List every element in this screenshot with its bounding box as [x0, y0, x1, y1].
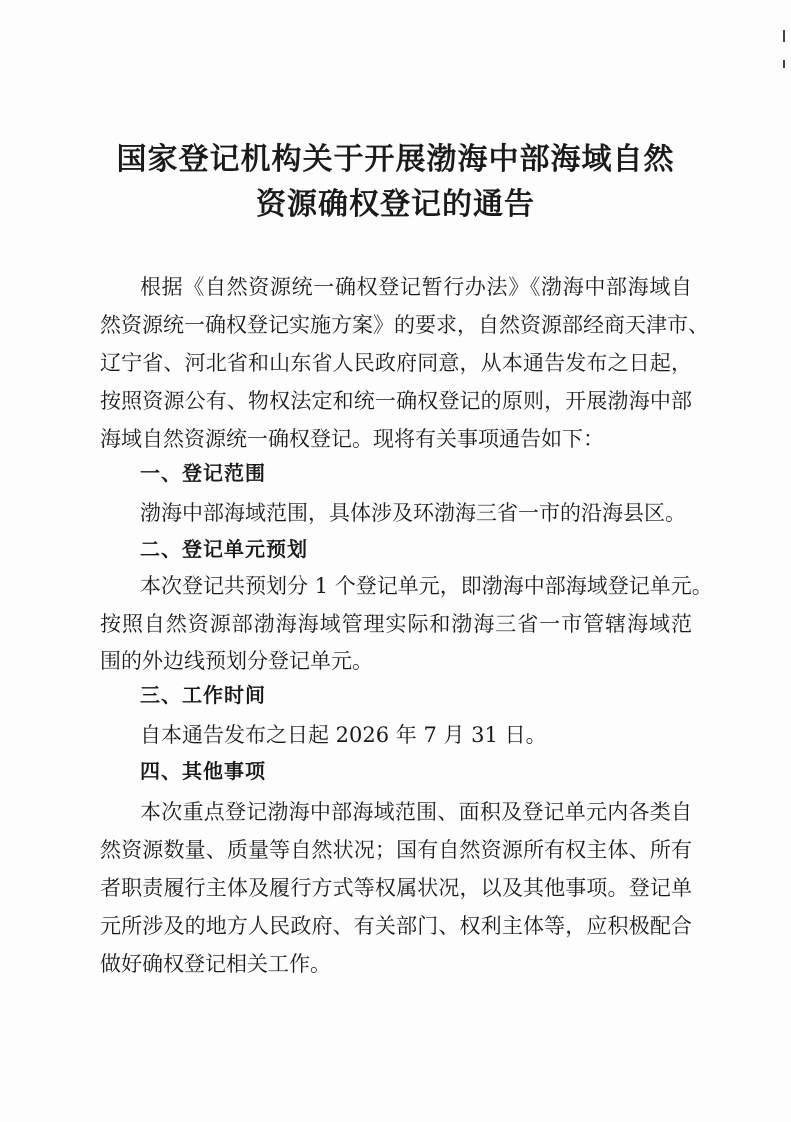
document-title-line-1: 国家登记机构关于开展渤海中部海域自然 [116, 142, 675, 177]
scan-edge-mark [783, 30, 785, 42]
intro-line: 根据《自然资源统一确权登记暂行办法》《渤海中部海域自 [140, 275, 692, 299]
scan-edge-mark [783, 60, 785, 68]
document-title-line-2: 资源确权登记的通告 [256, 187, 535, 222]
section-line: 然资源数量、质量等自然状况；国有自然资源所有权主体、所有 [100, 838, 692, 862]
intro-line: 海域自然资源统一确权登记。现将有关事项通告如下： [100, 427, 604, 451]
section-heading-other: 四、其他事项 [140, 759, 266, 783]
intro-line: 按照资源公有、物权法定和统一确权登记的原则，开展渤海中部 [100, 389, 692, 413]
section-heading-scope: 一、登记范围 [140, 461, 266, 485]
intro-line: 然资源统一确权登记实施方案》的要求，自然资源部经商天津市、 [100, 313, 709, 337]
section-line: 本次登记共预划分 1 个登记单元，即渤海中部海域登记单元。 [140, 574, 713, 598]
section-heading-schedule: 三、工作时间 [140, 683, 266, 707]
section-line: 元所涉及的地方人民政府、有关部门、权利主体等，应积极配合 [100, 914, 692, 938]
section-line: 按照自然资源部渤海海域管理实际和渤海三省一市管辖海域范 [100, 612, 692, 636]
section-line: 做好确权登记相关工作。 [100, 952, 331, 976]
section-line: 渤海中部海域范围，具体涉及环渤海三省一市的沿海县区。 [140, 501, 686, 525]
section-line: 围的外边线预划分登记单元。 [100, 649, 373, 673]
section-line: 者职责履行主体及履行方式等权属状况，以及其他事项。登记单 [100, 876, 692, 900]
section-line: 本次重点登记渤海中部海域范围、面积及登记单元内各类自 [140, 800, 692, 824]
section-line: 自本通告发布之日起 2026 年 7 月 31 日。 [140, 723, 547, 747]
intro-line: 辽宁省、河北省和山东省人民政府同意，从本通告发布之日起， [100, 351, 692, 375]
section-heading-units: 二、登记单元预划 [140, 537, 308, 561]
